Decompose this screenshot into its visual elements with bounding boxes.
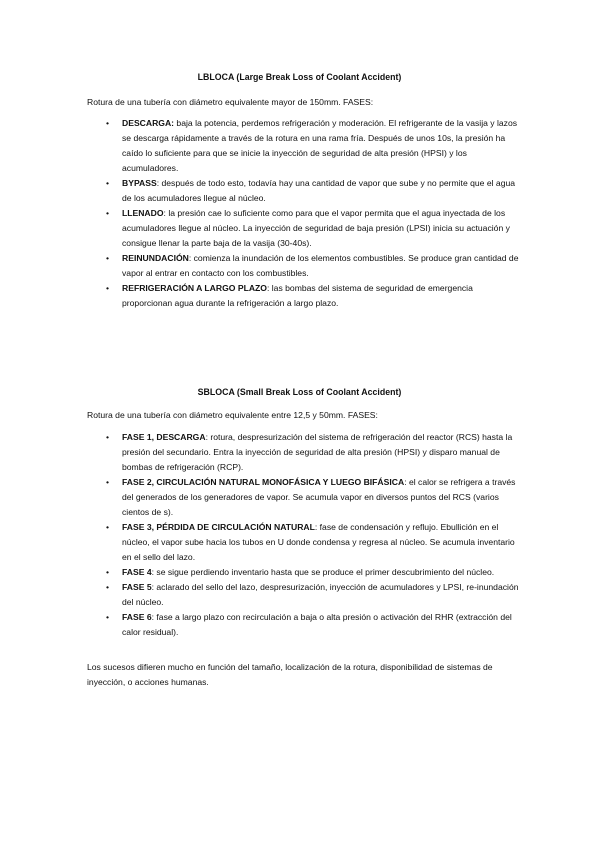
- list-item: [106, 281, 520, 311]
- phase-text: : las bombas del sistema de seguridad de emergencia proporcionan agua durante la refrigeración a largo plazo.: [122, 283, 473, 308]
- phase-text: baja la potencia, perdemos refrigeración y moderación. El refrigerante de la vasija y lazos se descarga rápidamente a través de la rotura en una rama fría. Después de unos 10s, la presión ha caído lo suficiente para que se inicie la inyección de seguridad de alta presión (HPSI) y los acumuladores.: [122, 118, 518, 173]
- phase-term: REFRIGERACIÓN A LARGO PLAZO: [122, 283, 267, 293]
- closing-paragraph: Los sucesos difieren mucho en función del tamaño, localización de la rotura, disponibilidad de sistemas de inyección, o acciones humanas.: [87, 662, 493, 687]
- list-item: [106, 520, 520, 565]
- phase-term: FASE 6: [122, 612, 152, 622]
- list-item: [106, 206, 520, 251]
- sbloca-heading: SBLOCA (Small Break Loss of Coolant Accident): [197, 387, 402, 397]
- list-item: [106, 116, 520, 176]
- phase-text: : fase a largo plazo con recirculación a baja o alta presión o activación del RHR (extracción del calor residual).: [122, 612, 512, 637]
- bullet-icon: •: [106, 253, 110, 263]
- list-item: [106, 580, 520, 610]
- phase-term: FASE 4: [122, 567, 152, 577]
- list-item: [106, 475, 520, 520]
- bullet-icon: •: [106, 208, 110, 218]
- list-item: [106, 176, 520, 206]
- list-item: [106, 251, 520, 281]
- phase-text: : el calor se refrigera a través del generados de los generadores de vapor. Se acumula vapor en diversos puntos del RCS (varios cientos de s).: [122, 477, 516, 517]
- list-item: [106, 565, 520, 580]
- phase-term: BYPASS: [122, 178, 157, 188]
- phase-term: FASE 3, PÉRDIDA DE CIRCULACIÓN NATURAL: [122, 522, 315, 532]
- phase-text: : después de todo esto, todavía hay una cantidad de vapor que sube y no permite que el agua de los acumuladores llegue al núcleo.: [122, 178, 516, 203]
- bullet-icon: •: [106, 118, 110, 128]
- lbloca-intro: Rotura de una tubería con diámetro equivalente mayor de 150mm. FASES:: [87, 97, 374, 107]
- phase-term: LLENADO: [122, 208, 164, 218]
- bullet-icon: •: [106, 283, 110, 293]
- phase-text: : aclarado del sello del lazo, despresurización, inyección de acumuladores y LPSI, re-inundación del núcleo.: [122, 582, 519, 607]
- list-item: [106, 430, 520, 475]
- sbloca-phase-list: [106, 430, 520, 640]
- phase-text: : la presión cae lo suficiente como para que el vapor permita que el agua inyectada de los acumuladores llegue al núcleo. La inyección de seguridad de baja presión (LPSI) inicia su actuación y consigue llenar la parte baja de la vasija (30-40s).: [122, 208, 510, 248]
- list-item: [106, 610, 520, 640]
- phase-term: REINUNDACIÓN: [122, 253, 189, 263]
- bullet-icon: •: [106, 178, 110, 188]
- phase-text: : comienza la inundación de los elementos combustibles. Se produce gran cantidad de vapor al entrar en contacto con los combustibles.: [122, 253, 519, 278]
- phase-term: FASE 5: [122, 582, 152, 592]
- lbloca-heading: LBLOCA (Large Break Loss of Coolant Accident): [197, 72, 402, 82]
- bullet-icon: •: [106, 477, 110, 487]
- phase-text: : fase de condensación y reflujo. Ebullición en el núcleo, el vapor sube hacia los tubos en U donde condensa y regresa al núcleo. Se acumula inventario en el sello del lazo.: [122, 522, 515, 562]
- bullet-icon: •: [106, 522, 110, 532]
- lbloca-phase-list: [106, 116, 520, 311]
- bullet-icon: •: [106, 612, 110, 622]
- phase-text: : rotura, despresurización del sistema de refrigeración del reactor (RCS) hasta la presión del secundario. Entra la inyección de seguridad de alta presión (HPSI) y disparo manual de bombas de refrigeración (RCP).: [122, 432, 513, 472]
- phase-term: DESCARGA:: [122, 118, 175, 128]
- phase-text: : se sigue perdiendo inventario hasta que se produce el primer descubrimiento del núcleo.: [151, 567, 495, 577]
- sbloca-intro: Rotura de una tubería con diámetro equivalente entre 12,5 y 50mm. FASES:: [87, 410, 378, 420]
- phase-term: FASE 2, CIRCULACIÓN NATURAL MONOFÁSICA Y LUEGO BIFÁSICA: [122, 477, 405, 487]
- bullet-icon: •: [106, 432, 110, 442]
- bullet-icon: •: [106, 582, 110, 592]
- bullet-icon: •: [106, 567, 110, 577]
- phase-term: FASE 1, DESCARGA: [122, 432, 206, 442]
